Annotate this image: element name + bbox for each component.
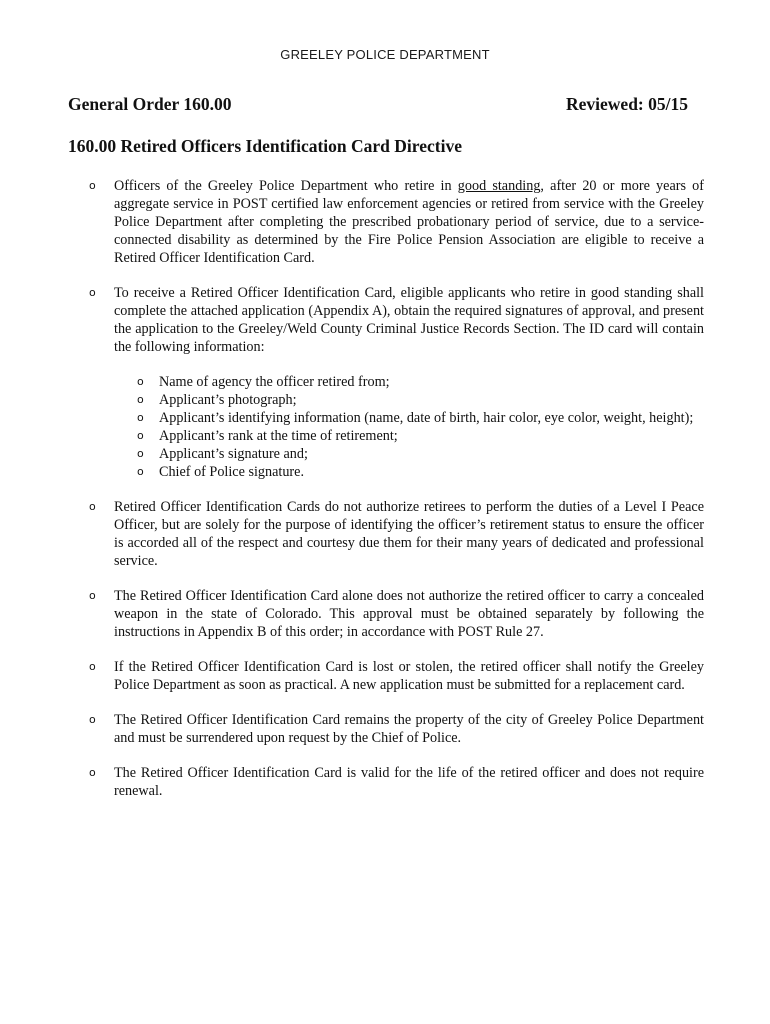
list-item xyxy=(68,177,704,267)
sub-list-item-text: Applicant’s photograph; xyxy=(159,392,297,408)
bullet-icon: o xyxy=(89,660,96,673)
list-item-text: To receive a Retired Officer Identification Card, eligible applicants who retire in good standing shall complete the attached application (Appendix A), obtain the required signatures of approval, and present the application to the Greeley/Weld County Criminal Justice Records Section. The ID card will contain the following information: xyxy=(114,285,704,355)
department-header: GREELEY POLICE DEPARTMENT xyxy=(280,47,490,62)
list-item xyxy=(68,658,704,694)
reviewed-date: Reviewed: 05/15 xyxy=(566,94,688,114)
bullet-icon: o xyxy=(89,589,96,602)
list-item-text: The Retired Officer Identification Card remains the property of the city of Greeley Police Department and must be surrendered upon request by the Chief of Police. xyxy=(114,712,704,746)
list-item-text: The Retired Officer Identification Card alone does not authorize the retired officer to carry a concealed weapon in the state of Colorado. This approval must be obtained separately by following the instructions in Appendix B of this order; in accordance with POST Rule 27. xyxy=(114,588,704,640)
sub-list xyxy=(114,373,704,481)
list-item xyxy=(68,711,704,747)
list-item-text: If the Retired Officer Identification Card is lost or stolen, the retired officer shall notify the Greeley Police Department as soon as practical. A new application must be submitted for a replacement card. xyxy=(114,659,704,693)
order-line xyxy=(68,94,688,115)
list-item xyxy=(68,284,704,481)
bullet-icon: o xyxy=(89,286,96,299)
sub-list-item-text: Chief of Police signature. xyxy=(159,464,304,480)
bullet-icon: o xyxy=(89,766,96,779)
bullet-icon: o xyxy=(137,429,144,442)
sub-list-item xyxy=(114,445,704,463)
sub-list-item-text: Applicant’s rank at the time of retirement; xyxy=(159,428,398,444)
order-number: General Order 160.00 xyxy=(68,94,232,114)
directive-title: 160.00 Retired Officers Identification Card Directive xyxy=(68,136,462,156)
sub-list-item-text: Applicant’s identifying information (name, date of birth, hair color, eye color, weight, height); xyxy=(159,410,694,426)
list-item xyxy=(68,587,704,641)
list-item-text: The Retired Officer Identification Card is valid for the life of the retired officer and does not require renewal. xyxy=(114,765,704,799)
sub-list-item xyxy=(114,463,704,481)
sub-list-item-text: Name of agency the officer retired from; xyxy=(159,374,390,390)
bullet-icon: o xyxy=(137,411,144,424)
bullet-icon: o xyxy=(89,179,96,192)
list-item-text: , after 20 or more years of aggregate service in POST certified law enforcement agencies or retired from service with the Greeley Police Department after completing the prescribed probationary period of service, due to a service-connected disability as determined by the Fire Police Pension Association are eligible to receive a Retired Officer Identification Card. xyxy=(114,178,704,266)
list-item xyxy=(68,498,704,570)
sub-list-item xyxy=(114,373,704,391)
sub-list-item xyxy=(114,391,704,409)
bullet-icon: o xyxy=(89,713,96,726)
directive-list xyxy=(68,177,704,817)
underlined-text: good standing xyxy=(457,178,541,194)
bullet-icon: o xyxy=(137,393,144,406)
bullet-icon: o xyxy=(89,500,96,513)
list-item-text: Retired Officer Identification Cards do not authorize retirees to perform the duties of a Level I Peace Officer, but are solely for the purpose of identifying the officer’s retirement status to ensure the officer is accorded all of the respect and courtesy due them for their many years of dedicated and professional service. xyxy=(114,499,704,569)
bullet-icon: o xyxy=(137,465,144,478)
bullet-icon: o xyxy=(137,447,144,460)
list-item xyxy=(68,764,704,800)
sub-list-item-text: Applicant’s signature and; xyxy=(159,446,308,462)
sub-list-item xyxy=(114,409,704,427)
list-item-text: Officers of the Greeley Police Department who retire in xyxy=(114,178,458,194)
sub-list-item xyxy=(114,427,704,445)
bullet-icon: o xyxy=(137,375,144,388)
